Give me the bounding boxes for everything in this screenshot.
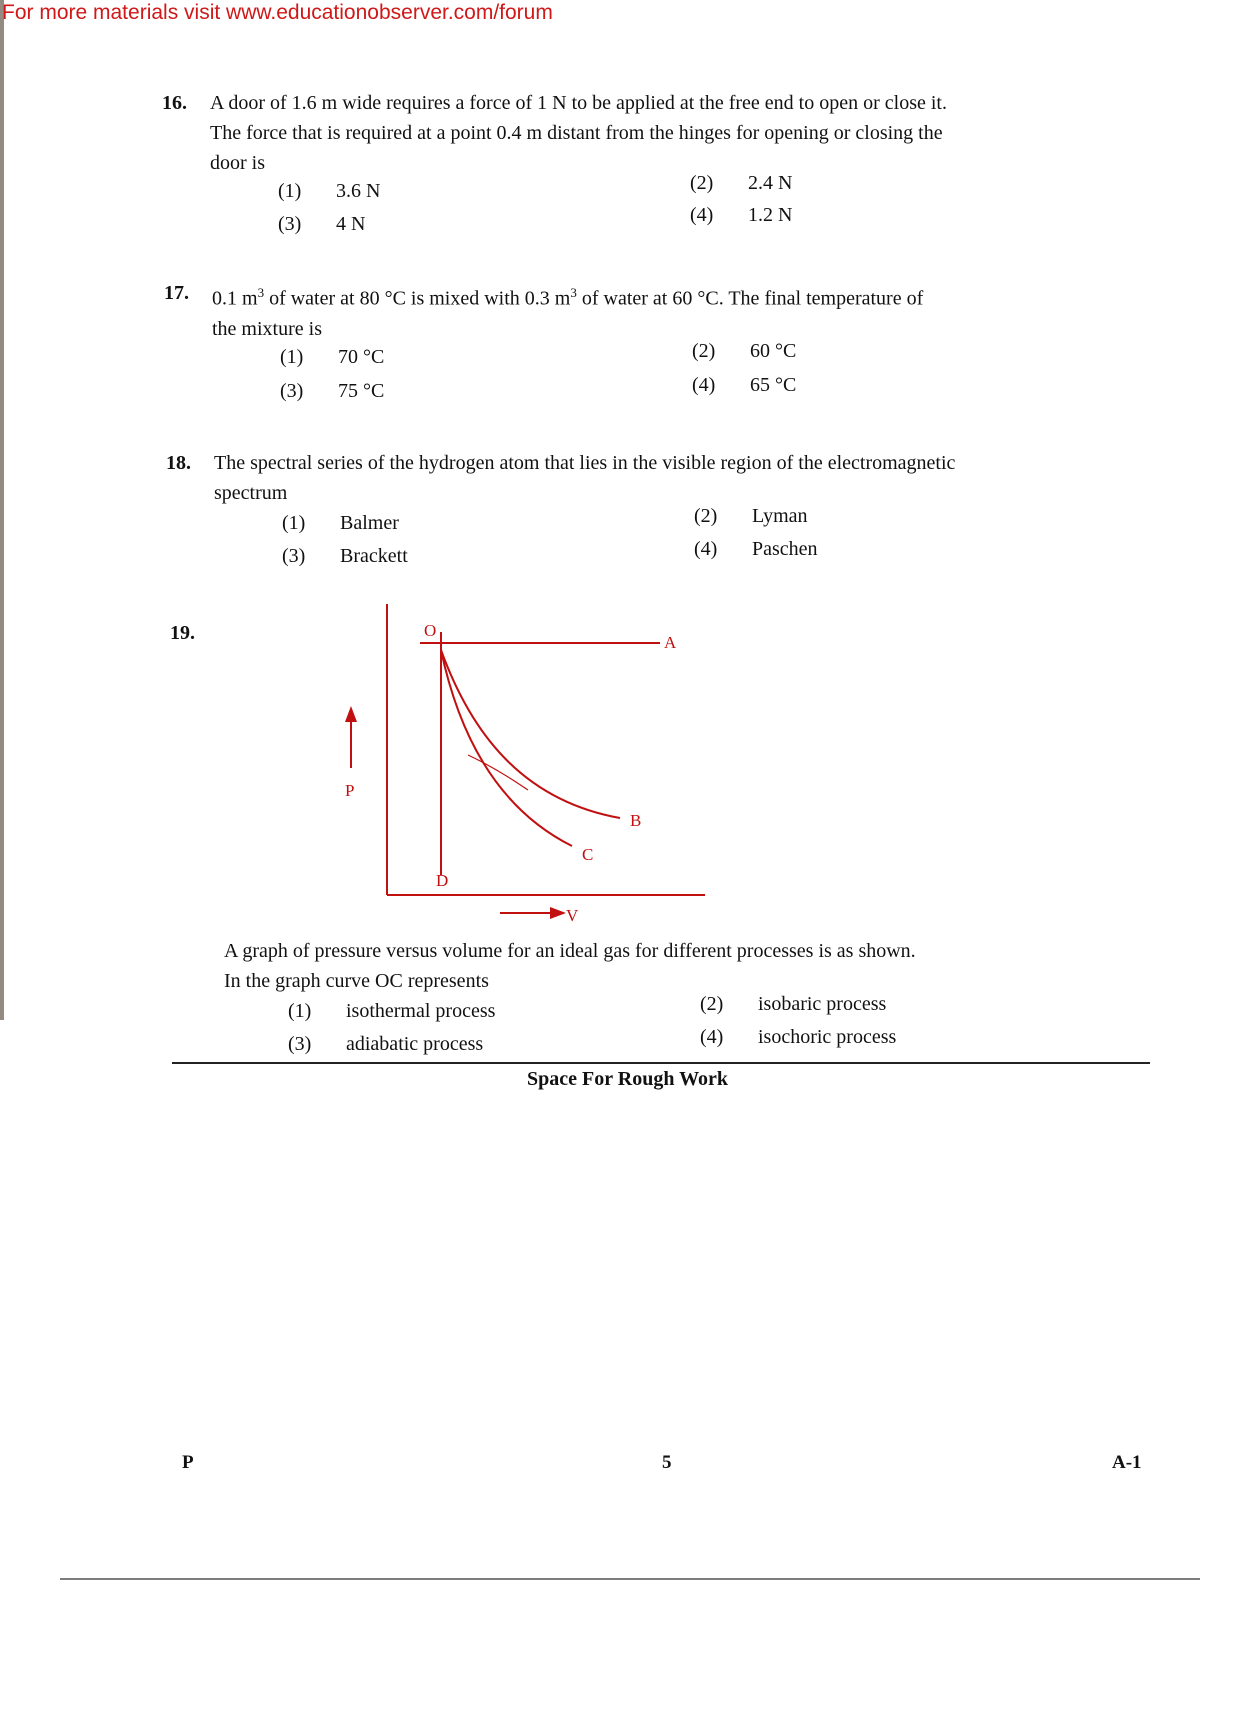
option-number: (2) bbox=[692, 340, 716, 362]
option-3[interactable] bbox=[288, 1033, 483, 1056]
option-number: (2) bbox=[700, 993, 724, 1015]
option-1[interactable] bbox=[288, 1000, 495, 1023]
option-text: 70 °C bbox=[338, 346, 385, 368]
question-line: door is bbox=[210, 152, 265, 174]
rough-work-heading: Space For Rough Work bbox=[527, 1068, 728, 1090]
option-text: Paschen bbox=[752, 538, 818, 560]
option-text: isobaric process bbox=[758, 993, 887, 1015]
question-line: A door of 1.6 m wide requires a force of 1 N to be applied at the free end to open or close it. bbox=[210, 92, 947, 114]
option-text: adiabatic process bbox=[346, 1033, 484, 1055]
question-line: spectrum bbox=[214, 482, 288, 504]
divider bbox=[172, 1062, 1150, 1064]
label-c: C bbox=[582, 845, 594, 864]
option-text: Lyman bbox=[752, 505, 808, 527]
option-text: 65 °C bbox=[750, 374, 797, 396]
option-text: 1.2 N bbox=[748, 204, 793, 226]
label-a: A bbox=[664, 633, 677, 652]
option-text: 2.4 N bbox=[748, 172, 793, 194]
option-number: (4) bbox=[700, 1026, 724, 1048]
option-number: (1) bbox=[280, 346, 304, 368]
text-run: of water at 80 °C is mixed with 0.3 m bbox=[264, 287, 571, 310]
option-text: Balmer bbox=[340, 512, 399, 534]
v-arrow-head bbox=[550, 907, 566, 919]
option-4[interactable] bbox=[700, 1026, 896, 1049]
option-number: (1) bbox=[288, 1000, 312, 1022]
option-text: 4 N bbox=[336, 213, 366, 235]
banner-link[interactable]: For more materials visit www.educationobserver.com/forum bbox=[2, 1, 553, 24]
option-number: (4) bbox=[690, 204, 714, 226]
option-number: (1) bbox=[282, 512, 306, 534]
footer-set-code: P bbox=[182, 1452, 194, 1473]
question-number: 19. bbox=[170, 622, 195, 644]
option-text: Brackett bbox=[340, 545, 408, 567]
bottom-divider bbox=[60, 1578, 1200, 1580]
option-number: (2) bbox=[690, 172, 714, 194]
question-line: The force that is required at a point 0.4 m distant from the hinges for opening or closing the bbox=[210, 122, 943, 144]
superscript: 3 bbox=[257, 285, 265, 300]
question-line: the mixture is bbox=[212, 317, 322, 340]
option-number: (3) bbox=[278, 213, 302, 235]
text-run: of water at 60 °C. The final temperature of bbox=[576, 287, 924, 310]
question-line: A graph of pressure versus volume for an ideal gas for different processes is as shown. bbox=[224, 940, 916, 962]
superscript: 3 bbox=[570, 285, 577, 300]
question-number: 18. bbox=[166, 452, 191, 474]
option-text: isothermal process bbox=[346, 1000, 496, 1022]
label-p: P bbox=[345, 781, 355, 800]
option-2[interactable] bbox=[700, 993, 886, 1016]
label-v: V bbox=[566, 906, 579, 925]
question-number: 16. bbox=[162, 92, 187, 114]
option-text: 3.6 N bbox=[336, 180, 381, 202]
label-o: O bbox=[424, 621, 437, 640]
question-line: In the graph curve OC represents bbox=[224, 970, 489, 992]
option-number: (1) bbox=[278, 180, 302, 202]
curve-oc bbox=[441, 650, 572, 846]
option-number: (3) bbox=[288, 1033, 312, 1055]
question-number: 17. bbox=[164, 282, 189, 304]
option-text: isochoric process bbox=[758, 1026, 897, 1048]
option-text: 60 °C bbox=[750, 340, 797, 362]
text-run: 0.1 m bbox=[212, 287, 258, 310]
label-d: D bbox=[436, 871, 449, 890]
p-arrow-head bbox=[345, 706, 357, 722]
question-line: The spectral series of the hydrogen atom that lies in the visible region of the electromagnetic bbox=[214, 452, 956, 474]
option-number: (2) bbox=[694, 505, 718, 527]
question-19-text bbox=[224, 936, 1184, 996]
option-number: (4) bbox=[694, 538, 718, 560]
page-number: 5 bbox=[662, 1452, 672, 1473]
option-number: (3) bbox=[282, 545, 306, 567]
option-number: (4) bbox=[692, 374, 716, 396]
option-number: (3) bbox=[280, 380, 304, 402]
footer-paper-code: A-1 bbox=[1112, 1452, 1142, 1473]
option-text: 75 °C bbox=[338, 380, 385, 402]
label-b: B bbox=[630, 811, 642, 830]
